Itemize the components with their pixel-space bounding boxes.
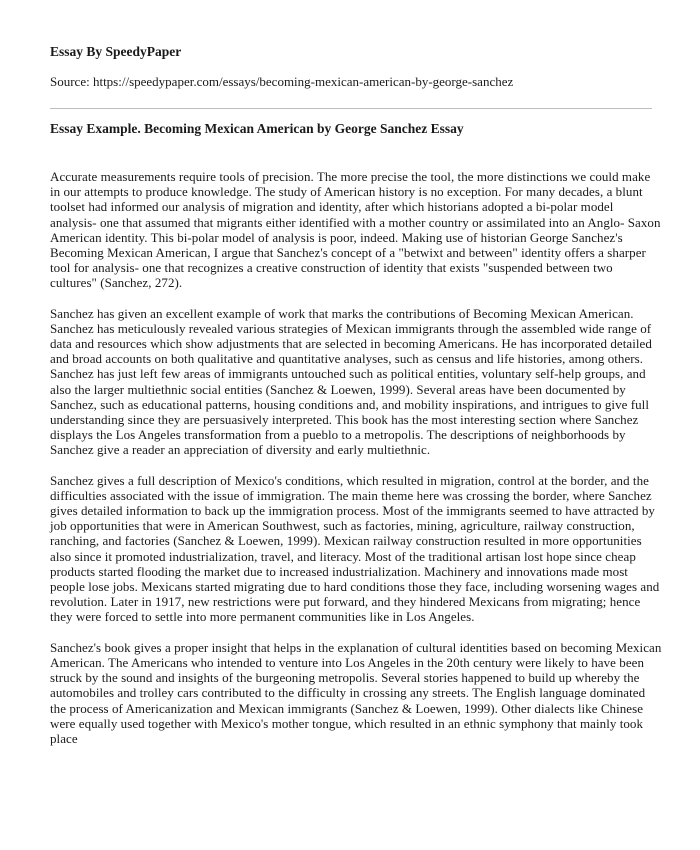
essay-body — [50, 169, 662, 761]
paragraph: Sanchez's book gives a proper insight that helps in the explanation of cultural identities based on becoming Mexican American. The Americans who intended to venture into Los Angeles in the 20th century were likely to have been struck by the sound and insights of the burgeoning metropolis. Several stories happened to build up whereby the automobiles and trolley cars contributed to the difficulty in crossing any streets. The English language dominated the process of Americanization and Mexican immigrants (Sanchez & Loewen, 1999). Other dialects like Chinese were equally used together with Mexico's mother tongue, which resulted in an ethnic symphony that mainly took place — [50, 639, 662, 746]
essay-title: Essay Example. Becoming Mexican American by George Sanchez Essay — [50, 121, 464, 136]
header-divider — [50, 108, 652, 109]
paragraph: Sanchez gives a full description of Mexico's conditions, which resulted in migration, control at the border, and the difficulties associated with the issue of immigration. The main theme here was crossing the border, where Sanchez gives detailed information to back up the immigration process. Most of the immigrants seemed to have attracted by job opportunities that were in American Southwest, such as factories, mining, agriculture, railway construction, ranching, and factories (Sanchez & Loewen, 1999). Mexican railway construction resulted in more opportunities also since it promoted industrialization, travel, and literacy. Most of the traditional artisan lost hope since cheap products started flooding the market due to increased industrialization. Machinery and innovations made most people lose jobs. Mexicans started migrating due to hard conditions those they face, including worsening wages and revolution. Later in 1917, new restrictions were put forward, and they hindered Mexicans from migrating; hence they were forced to settle into more permanent communities like in Los Angeles. — [50, 472, 660, 625]
source-line: Source: https://speedypaper.com/essays/becoming-mexican-american-by-george-sanchez — [50, 74, 514, 89]
document-header — [50, 44, 650, 90]
paragraph: Accurate measurements require tools of precision. The more precise the tool, the more distinctions we could make in our attempts to produce knowledge. The study of American history is no exception. For many decades, a blunt toolset had informed our analysis of migration and identity, after which historians adopted a bi-polar model analysis- one that assumed that migrants either identified with a mother country or assimilated into an Anglo- Saxon American identity. This bi-polar model of analysis is poor, indeed. Making use of historian George Sanchez's Becoming Mexican American, I argue that Sanchez's concept of a "betwixt and between" identity offers a sharper tool for analysis- one that recognizes a creative construction of identity that exists "suspended between two cultures" (Sanchez, 272). — [50, 169, 661, 291]
paragraph: Sanchez has given an excellent example of work that marks the contributions of Becoming Mexican American. Sanchez has meticulously revealed various strategies of Mexican immigrants through the assembled wide range of data and resources which show adjustments that are selected in becoming Americans. He has incorporated detailed and broad accounts on both qualitative and quantitative analyses, such as census and life histories, among others. Sanchez has just left few areas of immigrants untouched such as political entities, voluntary self-help groups, and also the larger multiethnic social entities (Sanchez & Loewen, 1999). Several areas have been documented by Sanchez, such as educational patterns, housing conditions and, and mobility inspirations, and intrigues to give full understanding since they are persuasively interpreted. This book has the most interesting section where Sanchez displays the Los Angeles transformation from a pueblo to a metropolis. The descriptions of neighborhoods by Sanchez give a reader an appreciation of diversity and early multiethnic. — [50, 305, 652, 458]
brand-heading: Essay By SpeedyPaper — [50, 44, 182, 59]
